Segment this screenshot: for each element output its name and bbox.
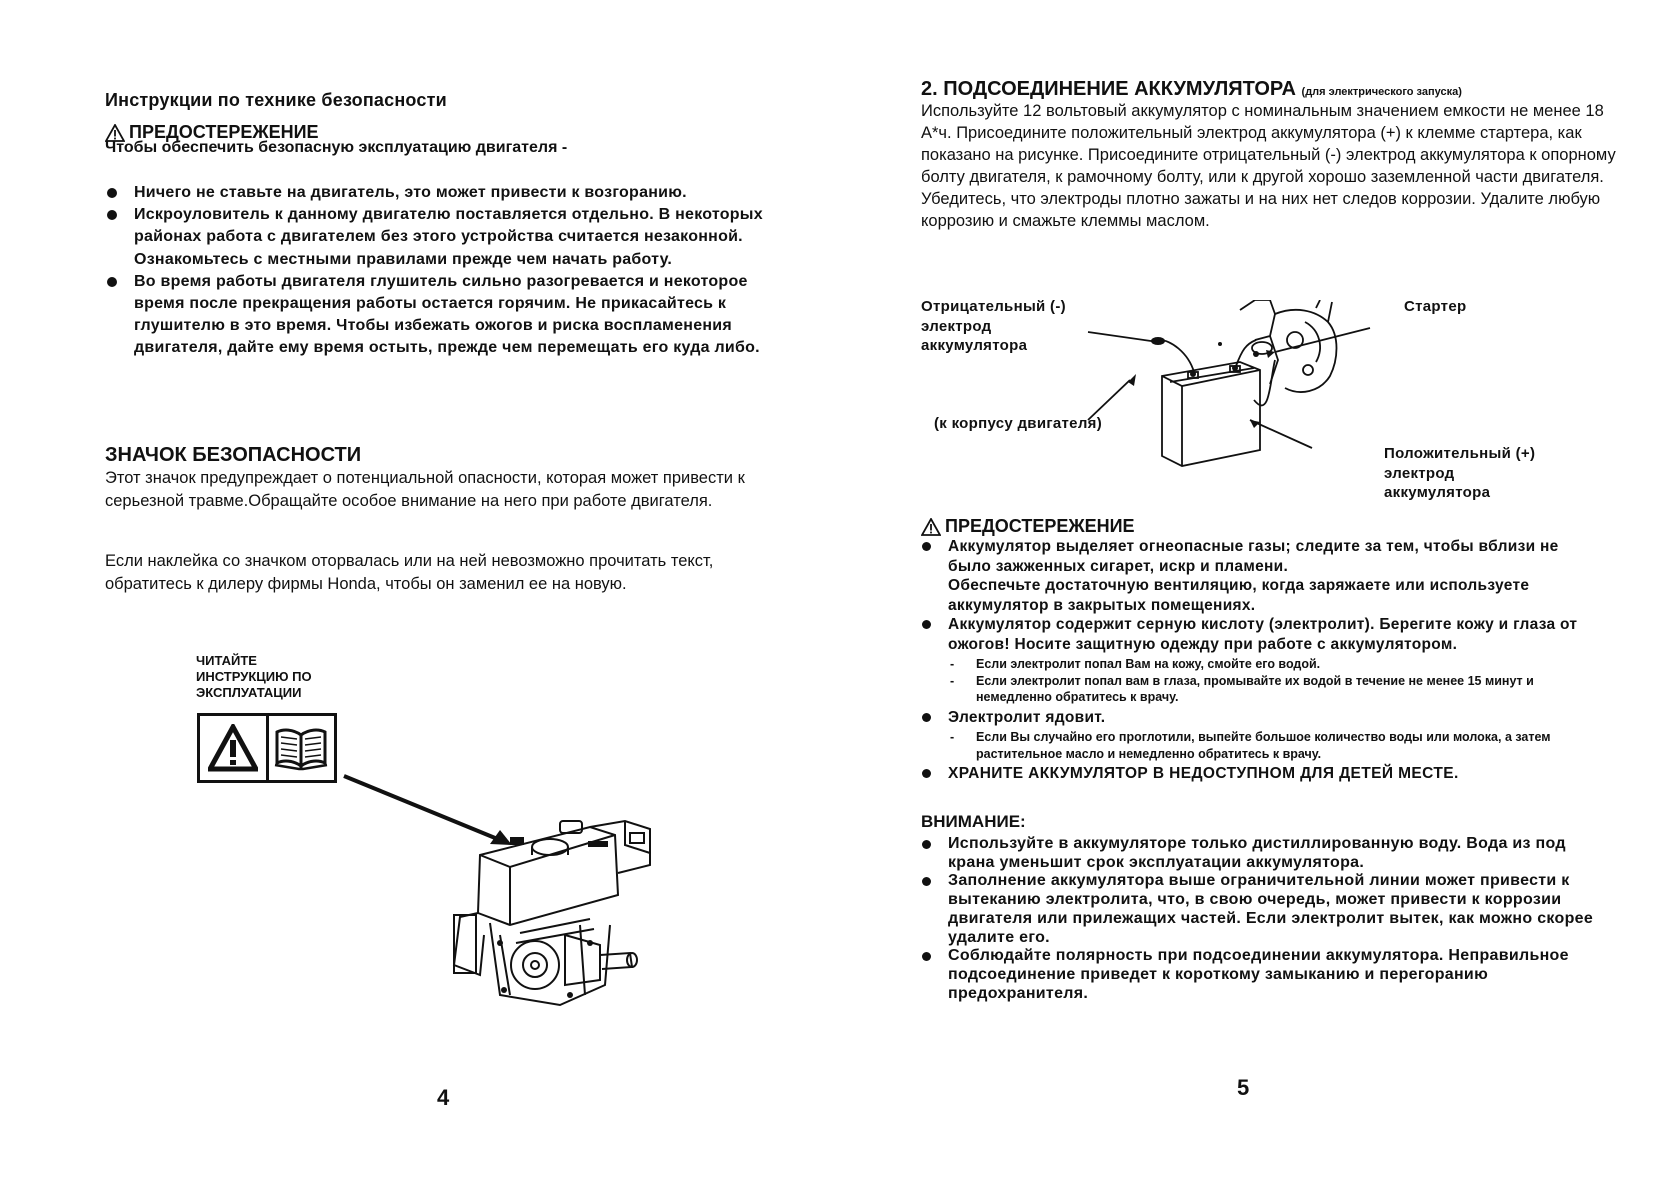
engine-body-label: (к корпусу двигателя) [934, 415, 1103, 432]
bullet-icon [922, 877, 931, 886]
page-number: 4 [437, 1085, 450, 1110]
safety-heading: Инструкции по технике безопасности [105, 90, 447, 110]
starter-label: Стартер [1404, 298, 1467, 315]
read-manual-label: ЧИТАЙТЕ ИНСТРУКЦИЮ ПО ЭКСПЛУАТАЦИИ [196, 653, 312, 700]
sub-list [948, 656, 1581, 706]
engine-illustration [440, 815, 660, 1015]
warning-sign-cell [200, 716, 266, 780]
bullet-icon [922, 952, 931, 961]
negative-terminal-label: Отрицательный (-) электрод аккумулятора [921, 298, 1066, 354]
page-number: 5 [1237, 1075, 1250, 1100]
sticker-replace-text: Если наклейка со значком оторвалась или на ней невозможно прочитать текст, обратитесь к дилеру фирмы Honda, чтобы он заменил ее на новую. [105, 552, 714, 593]
bullet-icon [107, 188, 117, 198]
safety-symbol-title: ЗНАЧОК БЕЗОПАСНОСТИ [105, 444, 362, 466]
sub-list-item: - Если Вы случайно его проглотили, выпейте большое количество воды или молока, а затем растительное масло и немедленно обратитесь к врачу. [948, 729, 1581, 762]
book-cell [266, 716, 335, 780]
bullet-icon [922, 542, 931, 551]
sub-list-item: - Если электролит попал вам в глаза, промывайте их водой в течение не менее 15 минут и немедленно обратитесь к врачу. [948, 673, 1581, 706]
list-item: Заполнение аккумулятора выше ограничительной линии может привести к вытеканию электролита, что, в свою очередь, может привести к коррозии двигателя или прилежащих частей. Если электролит вытек, как можно скорее удалите его. [921, 872, 1601, 947]
right-warning-label: ПРЕДОСТЕРЕЖЕНИЕ [945, 516, 1135, 536]
positive-terminal-label: Положительный (+) электрод аккумулятора [1384, 445, 1536, 501]
bullet-icon [922, 769, 931, 778]
list-item: Соблюдайте полярность при подсоединении аккумулятора. Неправильное подсоединение приведет к короткому замыканию и перегоранию предохранителя. [921, 947, 1601, 1003]
list-item: Электролит ядовит. - Если Вы случайно его проглотили, выпейте большое количество воды или молока, а затем растительное масло и немедленно обратитесь к врачу. [921, 708, 1581, 763]
safety-symbol-text: Этот значок предупреждает о потенциальной опасности, которая может привести к серьезной травме.Обращайте особое внимание на него при работе двигателя. [105, 469, 745, 510]
warning-triangle-icon [921, 518, 941, 536]
bullet-icon [107, 277, 117, 287]
list-item: ХРАНИТЕ АККУМУЛЯТОР В НЕДОСТУПНОМ ДЛЯ ДЕТЕЙ МЕСТЕ. [921, 764, 1581, 784]
bullet-icon [922, 620, 931, 629]
sub-list [948, 729, 1581, 762]
list-item: Аккумулятор выделяет огнеопасные газы; следите за тем, чтобы вблизи не было зажженных сигарет, искр и пламени. Обеспечьте достаточную вентиляцию, когда заряжаете или используете аккумулятор в закрытых помещениях. [921, 537, 1581, 615]
left-warning-label: ПРЕДОСТЕРЕЖЕНИЕ [129, 122, 319, 142]
warning-intro: Чтобы обеспечить безопасную эксплуатацию двигателя - [105, 139, 568, 156]
left-warning-list [105, 182, 785, 360]
right-warning-title [921, 516, 1135, 537]
battery-diagram [1070, 300, 1400, 470]
battery-section-title: 2. ПОДСОЕДИНЕНИЕ АККУМУЛЯТОРА (для электрического запуска) [921, 78, 1462, 100]
list-item: Искроуловитель к данному двигателю поставляется отдельно. В некоторых районах работа с двигателем без этого устройства считается незаконной. Ознакомьтесь с местными правилами прежде чем начать работу. [105, 204, 785, 271]
list-item: Аккумулятор содержит серную кислоту (электролит). Берегите кожу и глаза от ожогов! Носите защитную одежду при работе с аккумулятором. - Если электролит попал Вам на кожу, смойте его водой. - Если электролит попал вам в глаза, промывайте их водой в течение не менее 15 минут и немедленно обратитесь к врачу. [921, 615, 1581, 706]
bullet-icon [922, 713, 931, 722]
battery-warning-list [921, 537, 1581, 784]
list-item: Используйте в аккумуляторе только дистиллированную воду. Вода из под крана уменьшит срок эксплуатации аккумулятора. [921, 835, 1601, 872]
bullet-icon [922, 840, 931, 849]
list-item: Ничего не ставьте на двигатель, это может привести к возгоранию. [105, 182, 785, 204]
attention-title: ВНИМАНИЕ: [921, 812, 1026, 831]
list-item: Во время работы двигателя глушитель сильно разогревается и некоторое время после прекращения работы остается горячим. Не прикасайтесь к глушителю в это время. Чтобы избежать ожогов и риска воспламенения двигателя, дайте ему время остыть, прежде чем перемещать его куда либо. [105, 271, 785, 360]
sub-list-item: - Если электролит попал Вам на кожу, смойте его водой. [948, 656, 1581, 673]
bullet-icon [107, 210, 117, 220]
safety-sticker [197, 713, 337, 783]
battery-intro: Используйте 12 вольтовый аккумулятор с номинальным значением емкости не менее 18 А*ч. Присоедините положительный электрод аккумулятора (+) к клемме стартера, как показано на рисунке. Присоедините отрицательный (-) электрод аккумулятора к опорному болту двигателя, к рамочному болту, или к другой хорошо заземленной части двигателя. Убедитесь, что электроды плотно зажаты и на них нет следов коррозии. Удалите любую коррозию и смажьте клеммы маслом. [921, 102, 1616, 230]
warning-triangle-icon [208, 724, 258, 772]
open-book-icon [273, 725, 329, 771]
attention-list [921, 835, 1601, 1003]
